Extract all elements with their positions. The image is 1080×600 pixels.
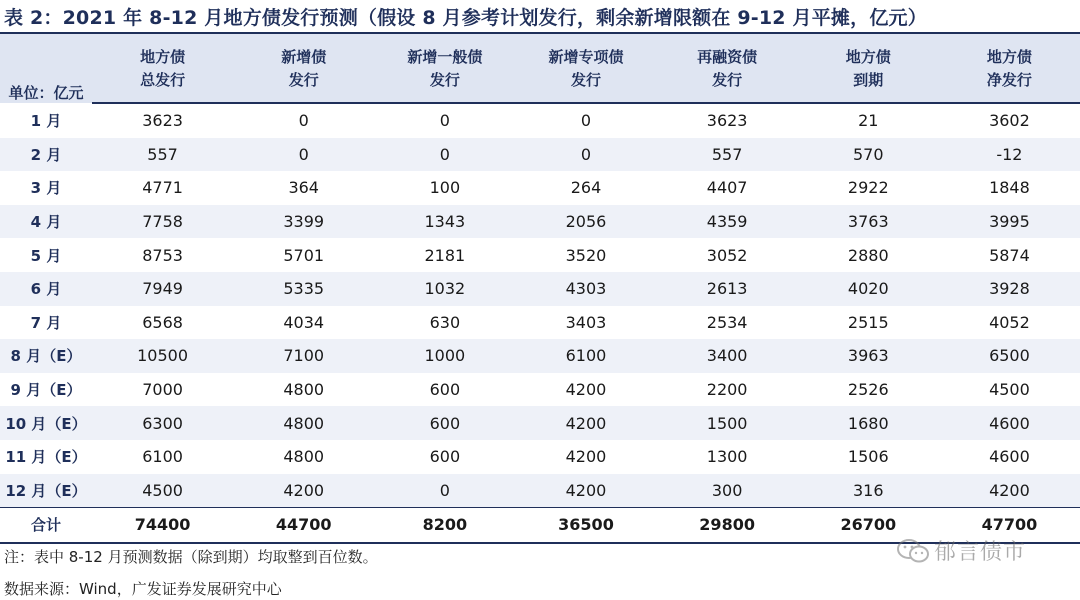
table-cell: 3623 (142, 111, 183, 131)
table-cell: 4200 (939, 474, 1080, 508)
column-header: 发行 (374, 67, 515, 103)
row-label: 9 月（E） (10, 381, 82, 400)
column-header: 发行 (233, 67, 374, 103)
table-cell: 3963 (798, 339, 939, 373)
table-cell: 0 (439, 111, 450, 131)
table-cell: 557 (657, 138, 798, 172)
table-row (0, 103, 1080, 138)
column-header: 地方债 (798, 34, 939, 67)
column-header: 再融资债 (657, 34, 798, 67)
table-cell: 4600 (989, 447, 1030, 467)
footnote: 注：表中 8-12 月预测数据（除到期）均取整到百位数。 (4, 548, 378, 566)
table-cell: 0 (515, 138, 656, 172)
table-cell: 6300 (92, 406, 233, 440)
table-cell: 300 (657, 474, 798, 508)
table-row (0, 138, 1080, 172)
table-cell: 4500 (92, 474, 233, 508)
table-cell: 4303 (515, 272, 656, 306)
total-cell: 47700 (939, 508, 1080, 543)
table-cell: 6100 (142, 447, 183, 467)
table-row (0, 373, 1080, 407)
total-cell: 74400 (92, 508, 233, 543)
table-cell: 3400 (657, 339, 798, 373)
table-cell: 3399 (233, 205, 374, 239)
column-header: 地方债 (939, 34, 1080, 67)
row-label: 4 月 (0, 205, 92, 239)
table-row (0, 272, 1080, 306)
total-label: 合计 (0, 508, 92, 543)
table-cell: 21 (858, 111, 879, 131)
table-cell: 2200 (706, 380, 748, 400)
unit-label: 单位：亿元 (0, 34, 92, 103)
table-cell: 630 (429, 312, 461, 332)
table-cell: 2613 (657, 272, 798, 306)
table-cell: 5701 (283, 245, 325, 265)
table-cell: 2534 (706, 312, 748, 332)
table-cell: 1680 (798, 406, 939, 440)
table-cell: 264 (570, 178, 602, 198)
table-cell: 0 (374, 138, 515, 172)
table-cell: 3928 (939, 272, 1080, 306)
table-cell: 0 (233, 138, 374, 172)
table-cell: 1300 (706, 447, 748, 467)
table-cell: 4020 (798, 272, 939, 306)
total-cell: 26700 (798, 508, 939, 543)
table-cell: 3403 (565, 312, 607, 332)
header-row-2 (0, 67, 1080, 103)
table-title: 表 2：2021 年 8-12 月地方债发行预测（假设 8 月参考计划发行，剩余新增限额在 9-12 月平摊，亿元） (4, 7, 927, 29)
table-cell: 4359 (657, 205, 798, 239)
table-cell: 316 (798, 474, 939, 508)
table-cell: 3520 (565, 245, 607, 265)
table-cell: 600 (429, 447, 461, 467)
data-source: 数据来源：Wind，广发证券发展研究中心 (4, 580, 282, 598)
table-cell: 4800 (283, 380, 325, 400)
table-cell: 7100 (233, 339, 374, 373)
table-cell: 4200 (565, 447, 607, 467)
table-cell: 2526 (847, 380, 889, 400)
table-cell: 2922 (847, 178, 889, 198)
table-cell: 2181 (424, 245, 466, 265)
table-cell: 5874 (989, 245, 1030, 265)
table-cell: 1000 (374, 339, 515, 373)
table-cell: 1506 (847, 447, 889, 467)
table-row (0, 440, 1080, 474)
table-cell: 7000 (142, 380, 183, 400)
table-cell: 364 (288, 178, 319, 198)
row-label: 5 月 (30, 246, 62, 265)
table-cell: 3623 (706, 111, 748, 131)
table-cell: 1343 (374, 205, 515, 239)
row-label: 6 月 (0, 272, 92, 306)
column-header: 净发行 (939, 67, 1080, 103)
table-cell: 6500 (939, 339, 1080, 373)
table-row (0, 238, 1080, 272)
table-cell: 4200 (565, 380, 607, 400)
total-cell: 44700 (233, 508, 374, 543)
table-row (0, 406, 1080, 440)
table-cell: 4500 (989, 380, 1030, 400)
table-cell: 5335 (233, 272, 374, 306)
table-cell: 4771 (142, 178, 183, 198)
table-cell: 10500 (92, 339, 233, 373)
table-cell: 0 (298, 111, 309, 131)
row-label: 1 月 (30, 111, 62, 130)
row-label: 11 月（E） (5, 448, 87, 467)
watermark (896, 535, 1026, 566)
table-cell: 2056 (515, 205, 656, 239)
table-cell: 100 (429, 178, 461, 198)
table-cell: 1848 (989, 178, 1030, 198)
column-header: 总发行 (92, 67, 233, 103)
row-label: 7 月 (30, 313, 62, 332)
table-row (0, 474, 1080, 508)
table-cell: 4600 (939, 406, 1080, 440)
watermark-text: 郁言债市 (934, 540, 1027, 565)
table-cell: 600 (429, 380, 461, 400)
total-cell: 29800 (657, 508, 798, 543)
table-cell: 600 (374, 406, 515, 440)
column-header: 新增专项债 (515, 34, 656, 67)
table-cell: 557 (92, 138, 233, 172)
table-cell: 2515 (847, 312, 889, 332)
row-label: 12 月（E） (0, 474, 92, 508)
row-label: 3 月 (30, 179, 62, 198)
table-cell: 4800 (233, 406, 374, 440)
column-header: 新增一般债 (374, 34, 515, 67)
table-row (0, 205, 1080, 239)
column-header: 新增债 (233, 34, 374, 67)
table-cell: 1032 (374, 272, 515, 306)
row-label: 10 月（E） (0, 406, 92, 440)
table-cell: 7758 (92, 205, 233, 239)
table-cell: 1500 (657, 406, 798, 440)
table-cell: 0 (374, 474, 515, 508)
column-header: 到期 (798, 67, 939, 103)
table-cell: 4052 (989, 312, 1030, 332)
table-cell: 3763 (798, 205, 939, 239)
table-cell: 3052 (706, 245, 748, 265)
table-cell: 8753 (142, 245, 183, 265)
table-cell: 570 (798, 138, 939, 172)
column-header: 发行 (515, 67, 656, 103)
table-cell: 2880 (847, 245, 889, 265)
table-row (0, 306, 1080, 340)
column-header: 地方债 (92, 34, 233, 67)
header-row-1 (0, 34, 1080, 67)
table-cell: 3995 (939, 205, 1080, 239)
table-cell: 4200 (233, 474, 374, 508)
table-cell: 0 (580, 111, 592, 131)
table-cell: 7949 (92, 272, 233, 306)
total-cell: 36500 (515, 508, 656, 543)
table-cell: 4200 (515, 406, 656, 440)
table-row (0, 171, 1080, 205)
table-cell: 6568 (142, 312, 183, 332)
row-label: 8 月（E） (0, 339, 92, 373)
total-cell: 8200 (374, 508, 515, 543)
table-cell: 4800 (283, 447, 325, 467)
column-header: 发行 (657, 67, 798, 103)
row-label: 2 月 (0, 138, 92, 172)
table-cell: 3602 (989, 111, 1030, 131)
wechat-icon (896, 537, 930, 565)
table-cell: 4200 (515, 474, 656, 508)
table-cell: 4407 (706, 178, 748, 198)
table-cell: 6100 (515, 339, 656, 373)
forecast-table (0, 34, 1080, 544)
table-cell: -12 (939, 138, 1080, 172)
table-body (0, 103, 1080, 543)
table-row (0, 339, 1080, 373)
table-cell: 4034 (283, 312, 325, 332)
